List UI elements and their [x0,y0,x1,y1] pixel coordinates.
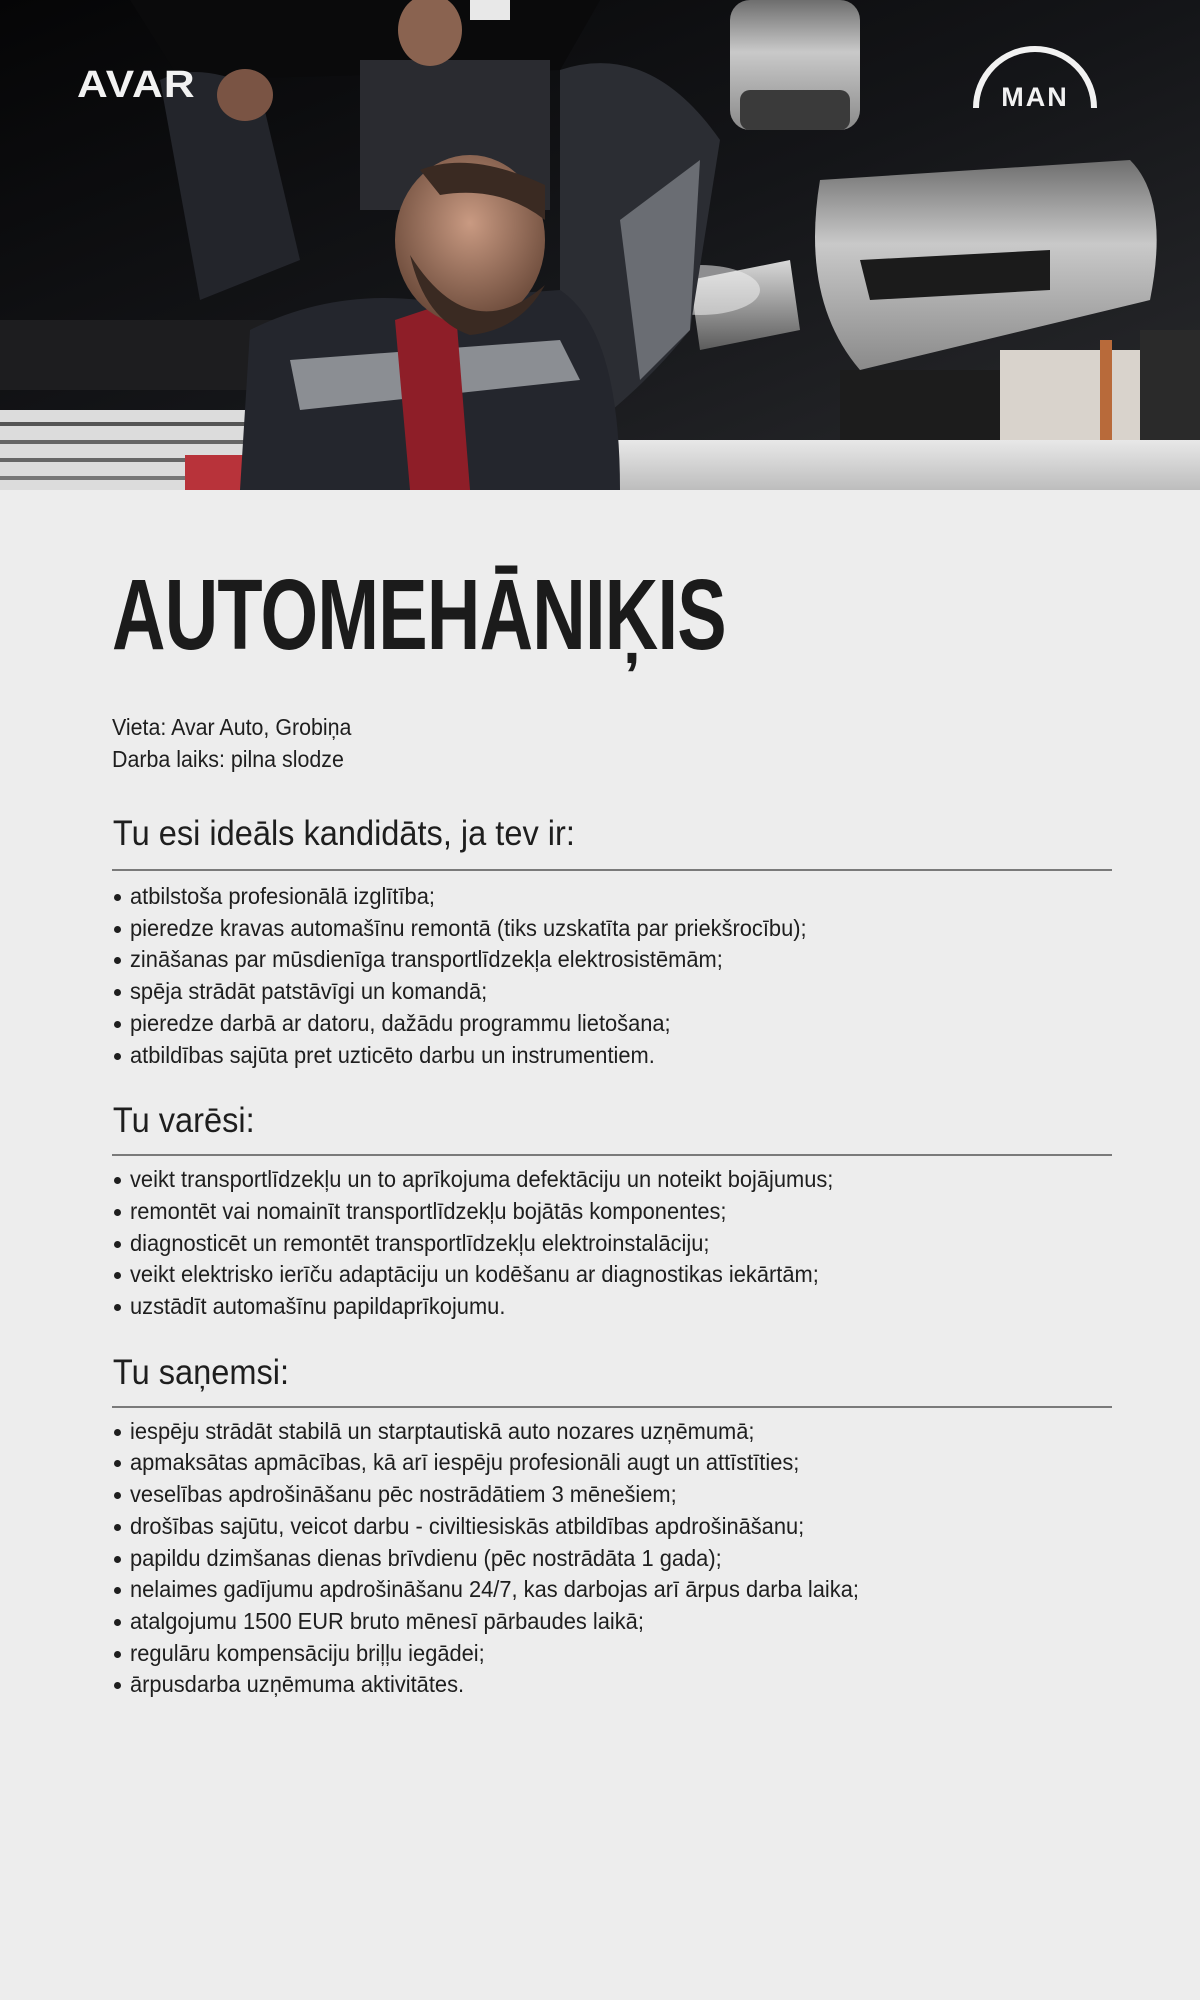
list-item: uzstādīt automašīnu papildaprīkojumu. [112,1291,1112,1323]
bullet-icon [114,1304,121,1311]
job-meta [112,711,1042,775]
responsibilities-list [112,1164,1112,1323]
list-item: papildu dzimšanas dienas brīvdienu (pēc nostrādāta 1 gada); [112,1543,1112,1575]
section-requirements [112,812,1112,1071]
section-responsibilities [112,1099,1112,1323]
list-item: zināšanas par mūsdienīga transportlīdzekļa elektrosistēmām; [112,944,1112,976]
job-title: AUTOMEHĀNIĶIS [112,559,726,671]
bullet-icon [114,894,121,901]
section-benefits [112,1351,1112,1701]
bullet-icon [114,1524,121,1531]
avar-logo: AVAR [77,64,196,106]
list-item: pieredze kravas automašīnu remontā (tiks uzskatīta par priekšrocību); [112,913,1112,945]
bullet-icon [114,1619,121,1626]
list-item: veselības apdrošināšanu pēc nostrādātiem 3 mēnešiem; [112,1479,1112,1511]
bullet-icon [114,1429,121,1436]
list-item: drošības sajūtu, veicot darbu - civiltiesiskās atbildības apdrošināšanu; [112,1511,1112,1543]
bullet-icon [114,1682,121,1689]
man-logo-text: MAN [1001,82,1069,112]
bullet-icon [114,1651,121,1658]
bullet-icon [114,1587,121,1594]
section-heading: Tu varēsi: [112,1101,255,1141]
section-divider [112,1154,1112,1156]
list-item: apmaksātas apmācības, kā arī iespēju profesionāli augt un attīstīties; [112,1447,1112,1479]
bullet-icon [114,1177,121,1184]
benefits-list [112,1416,1112,1701]
bullet-icon [114,1241,121,1248]
man-logo [968,34,1102,110]
bullet-icon [114,1272,121,1279]
bullet-icon [114,1460,121,1467]
bullet-icon [114,989,121,996]
section-divider [112,869,1112,871]
list-item: iespēju strādāt stabilā un starptautiskā auto nozares uzņēmumā; [112,1416,1112,1448]
bullet-icon [114,957,121,964]
list-item: atbilstoša profesionālā izglītība; [112,881,1112,913]
list-item: spēja strādāt patstāvīgi un komandā; [112,976,1112,1008]
hero-banner [0,0,1200,490]
bullet-icon [114,1053,121,1060]
requirements-list [112,881,1112,1071]
list-item: ārpusdarba uzņēmuma aktivitātes. [112,1669,1112,1701]
bullet-icon [114,1492,121,1499]
section-divider [112,1406,1112,1408]
job-location: Vieta: Avar Auto, Grobiņa [112,714,352,740]
job-posting [112,560,1112,1701]
list-item: diagnosticēt un remontēt transportlīdzekļu elektroinstalāciju; [112,1228,1112,1260]
bullet-icon [114,1556,121,1563]
list-item: veikt transportlīdzekļu un to aprīkojuma defektāciju un noteikt bojājumus; [112,1164,1112,1196]
list-item: nelaimes gadījumu apdrošināšanu 24/7, kas darbojas arī ārpus darba laika; [112,1574,1112,1606]
bullet-icon [114,1021,121,1028]
bullet-icon [114,1209,121,1216]
job-work-time: Darba laiks: pilna slodze [112,746,344,772]
list-item: remontēt vai nomainīt transportlīdzekļu bojātās komponentes; [112,1196,1112,1228]
section-heading: Tu esi ideāls kandidāts, ja tev ir: [112,814,575,853]
list-item: regulāru kompensāciju briļļu iegādei; [112,1638,1112,1670]
list-item: atalgojumu 1500 EUR bruto mēnesī pārbaudes laikā; [112,1606,1112,1638]
list-item: atbildības sajūta pret uzticēto darbu un instrumentiem. [112,1040,1112,1072]
section-heading: Tu saņemsi: [112,1352,290,1392]
bullet-icon [114,926,121,933]
list-item: pieredze darbā ar datoru, dažādu programmu lietošana; [112,1008,1112,1040]
list-item: veikt elektrisko ierīču adaptāciju un kodēšanu ar diagnostikas iekārtām; [112,1259,1112,1291]
